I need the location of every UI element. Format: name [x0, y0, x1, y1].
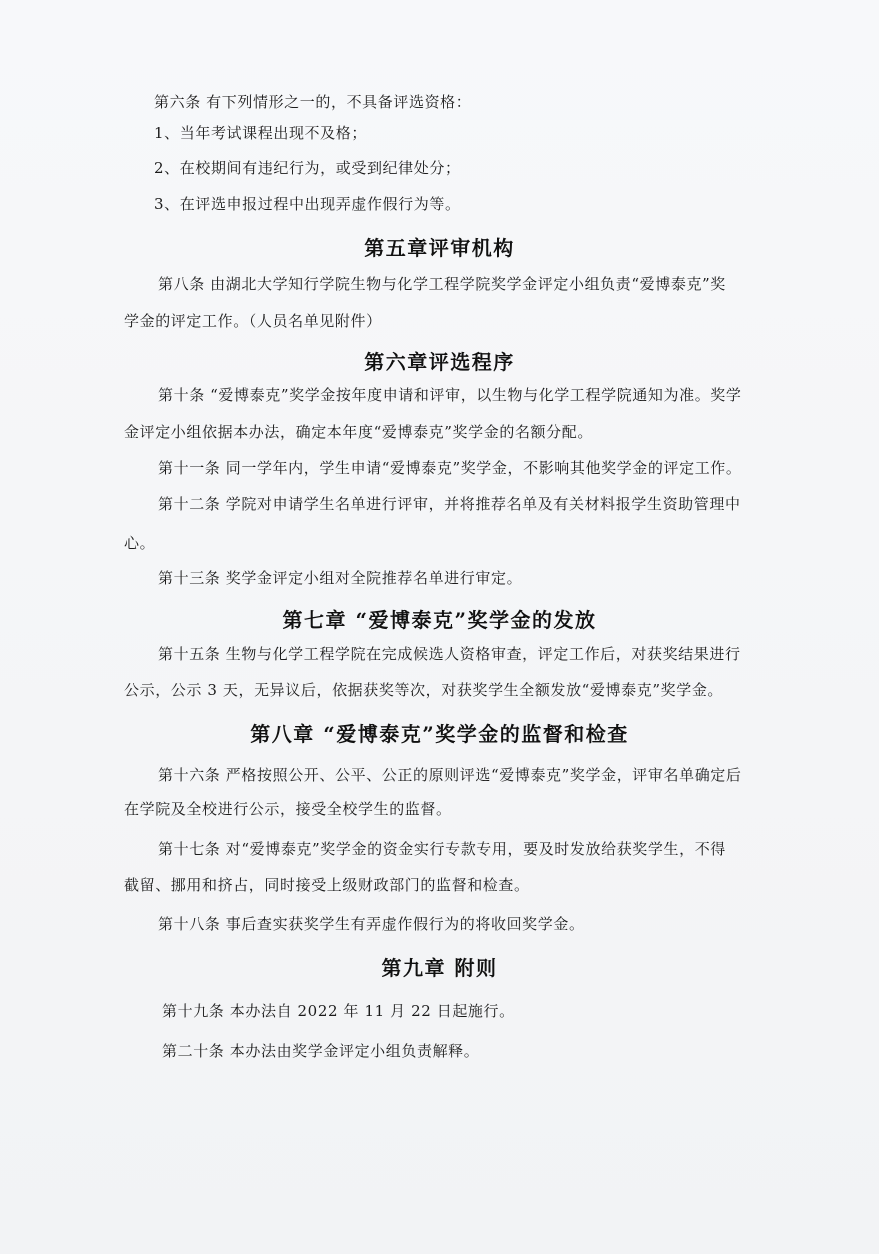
article-15-line-1: 第十五条 生物与化学工程学院在完成候选人资格审查，评定工作后，对获奖结果进行 — [158, 645, 741, 663]
article-15-line-2: 公示，公示 3 天，无异议后，依据获奖等次，对获奖学生全额发放“爱博泰克”奖学金。 — [124, 681, 724, 699]
chapter-7-heading: 第七章 “爱博泰克”奖学金的发放 — [282, 608, 597, 632]
article-6-item-3: 3、在评选申报过程中出现弄虚作假行为等。 — [154, 195, 461, 213]
article-17-line-2: 截留、挪用和挤占，同时接受上级财政部门的监督和检查。 — [124, 876, 530, 894]
article-20-text: 第二十条 本办法由奖学金评定小组负责解释。 — [162, 1042, 480, 1060]
chapter-8-heading: 第八章 “爱博泰克”奖学金的监督和检查 — [250, 722, 629, 746]
article-10-line-1: 第十条 “爱博泰克”奖学金按年度申请和评审，以生物与化学工程学院通知为准。奖学 — [158, 386, 742, 404]
article-6-item-2: 2、在校期间有违纪行为，或受到纪律处分； — [154, 159, 461, 177]
article-18-text: 第十八条 事后查实获奖学生有弄虚作假行为的将收回奖学金。 — [158, 915, 585, 933]
article-8-line-2: 学金的评定工作。（人员名单见附件） — [124, 312, 382, 330]
article-11-text: 第十一条 同一学年内，学生申请“爱博泰克”奖学金，不影响其他奖学金的评定工作。 — [158, 459, 742, 477]
article-8-line-1: 第八条 由湖北大学知行学院生物与化学工程学院奖学金评定小组负责“爱博泰克”奖 — [158, 275, 726, 293]
article-12-line-1: 第十二条 学院对申请学生名单进行评审，并将推荐名单及有关材料报学生资助管理中 — [158, 495, 741, 513]
chapter-5-heading: 第五章评审机构 — [364, 236, 515, 260]
chapter-9-heading: 第九章 附则 — [381, 956, 498, 980]
article-17-line-1: 第十七条 对“爱博泰克”奖学金的资金实行专款专用，要及时发放给获奖学生，不得 — [158, 840, 726, 858]
article-6-item-1: 1、当年考试课程出现不及格； — [154, 124, 367, 142]
article-19-text: 第十九条 本办法自 2022 年 11 月 22 日起施行。 — [162, 1002, 515, 1020]
chapter-6-heading: 第六章评选程序 — [364, 350, 515, 374]
article-16-line-2: 在学院及全校进行公示，接受全校学生的监督。 — [124, 800, 452, 818]
article-13-text: 第十三条 奖学金评定小组对全院推荐名单进行审定。 — [158, 569, 523, 587]
article-10-line-2: 金评定小组依据本办法，确定本年度“爱博泰克”奖学金的名额分配。 — [124, 423, 593, 441]
article-6-text: 第六条 有下列情形之一的，不具备评选资格： — [154, 93, 472, 111]
article-16-line-1: 第十六条 严格按照公开、公平、公正的原则评选“爱博泰克”奖学金，评审名单确定后 — [158, 766, 742, 784]
article-12-line-2: 心。 — [124, 534, 156, 552]
